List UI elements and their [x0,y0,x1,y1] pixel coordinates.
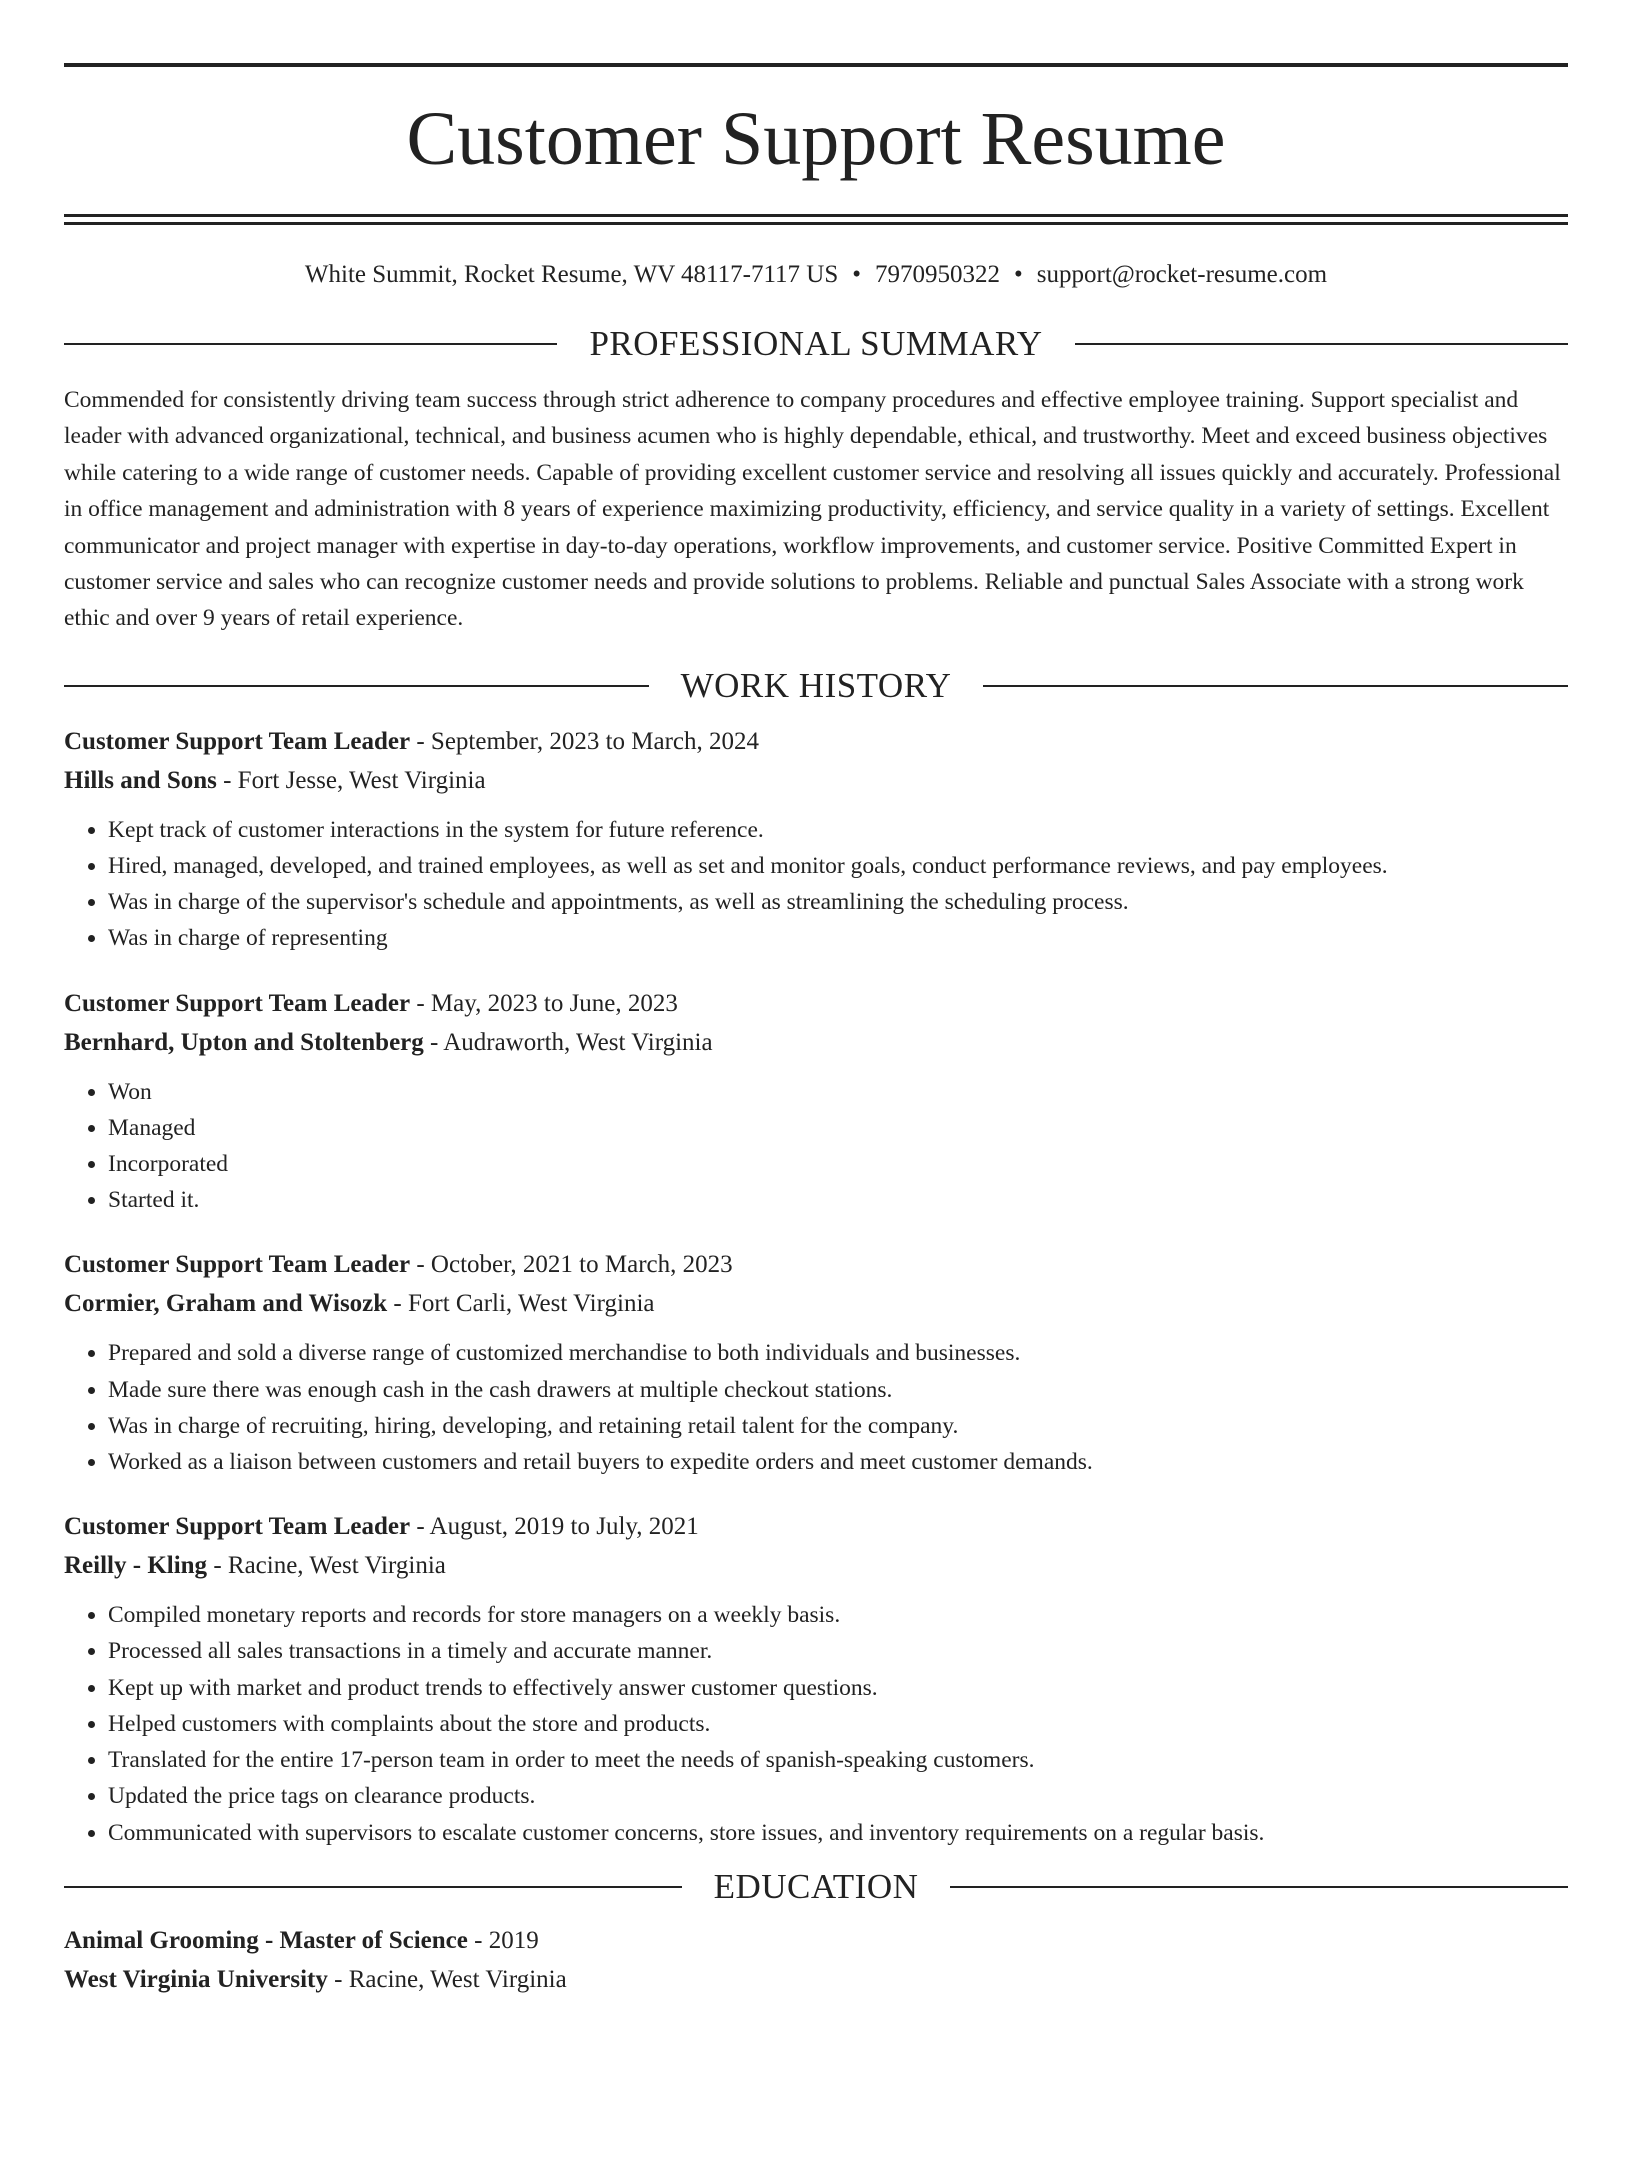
job-location: - Racine, West Virginia [207,1552,446,1580]
list-item: • Worked as a liaison between customers and retail buyers to expedite orders and meet customer demands. [108,1444,1568,1480]
job-title-line [64,1245,1568,1284]
job-location: - Audraworth, West Virginia [423,1028,713,1056]
job-title-line [64,1507,1568,1546]
list-item: • Communicated with supervisors to escalate customer concerns, store issues, and inventory requirements on a regular basis. [108,1815,1568,1851]
job-entry [64,1507,1568,1850]
job-dates: - September, 2023 to March, 2024 [410,727,760,755]
title-double-rule [64,214,1568,225]
heading-rule-right [950,1886,1568,1888]
list-item: • Translated for the entire 17-person team in order to meet the needs of spanish-speaking customers. [108,1742,1568,1778]
education-entry [64,1921,1568,1999]
resume-page [0,63,1632,2175]
list-item: • Was in charge of representing [108,920,1568,956]
section-title: WORK HISTORY [680,665,952,705]
heading-rule-right [983,685,1568,687]
list-item: • Kept up with market and product trends to effectively answer customer questions. [108,1670,1568,1706]
contact-address: White Summit, Rocket Resume, WV 48117-7117 US [304,261,839,288]
heading-rule-right [1075,343,1568,345]
job-title: Customer Support Team Leader [64,1513,411,1541]
section-heading-work-history [64,664,1568,708]
job-bullets [64,812,1568,957]
section-title: PROFESSIONAL SUMMARY [589,324,1043,363]
job-company-line [64,1284,1568,1323]
resume-title: Customer Support Resume [406,97,1226,181]
list-item: • Updated the price tags on clearance products. [108,1778,1568,1814]
contact-separator: • [852,261,861,288]
education-location: - Racine, West Virginia [327,1965,567,1993]
job-company-line [64,1546,1568,1585]
job-dates: - May, 2023 to June, 2023 [410,989,678,1017]
section-heading-education [64,1865,1568,1909]
job-title-line [64,984,1568,1023]
list-item: • Incorporated [108,1146,1568,1182]
job-location: - Fort Jesse, West Virginia [216,766,486,794]
list-item: • Made sure there was enough cash in the cash drawers at multiple checkout stations. [108,1372,1568,1408]
heading-rule-left [64,343,557,345]
job-location: - Fort Carli, West Virginia [387,1290,655,1318]
list-item: • Processed all sales transactions in a timely and accurate manner. [108,1633,1568,1669]
job-title: Customer Support Team Leader [64,727,411,755]
contact-separator: • [1014,261,1023,288]
list-item: • Kept track of customer interactions in the system for future reference. [108,812,1568,848]
job-bullets [64,1074,1568,1219]
job-title: Customer Support Team Leader [64,989,411,1017]
job-title-line [64,722,1568,761]
work-history-list [64,722,1568,1851]
list-item: • Helped customers with complaints about the store and products. [108,1706,1568,1742]
job-bullets [64,1597,1568,1850]
education-degree-line [64,1921,1568,1960]
job-dates: - August, 2019 to July, 2021 [410,1513,699,1541]
job-entry [64,722,1568,957]
section-heading-summary [64,322,1568,366]
job-company: Reilly - Kling [64,1552,208,1580]
contact-phone: 7970950322 [875,261,1000,288]
job-company: Hills and Sons [64,766,217,794]
list-item: • Hired, managed, developed, and trained employees, as well as set and monitor goals, conduct performance reviews, and pay employees. [108,848,1568,884]
list-item: • Compiled monetary reports and records for store managers on a weekly basis. [108,1597,1568,1633]
education-year: - 2019 [467,1926,539,1954]
contact-email: support@rocket-resume.com [1036,261,1328,288]
list-item: • Was in charge of the supervisor's schedule and appointments, as well as streamlining the scheduling process. [108,884,1568,920]
heading-rule-left [64,685,649,687]
job-entry [64,1245,1568,1480]
job-company: Bernhard, Upton and Stoltenberg [64,1028,424,1056]
job-title: Customer Support Team Leader [64,1251,411,1279]
list-item: • Prepared and sold a diverse range of customized merchandise to both individuals and businesses. [108,1335,1568,1371]
list-item: • Started it. [108,1182,1568,1218]
heading-rule-left [64,1886,682,1888]
job-bullets [64,1335,1568,1480]
list-item: • Was in charge of recruiting, hiring, developing, and retaining retail talent for the company. [108,1408,1568,1444]
section-title: EDUCATION [713,1866,919,1906]
education-school-line [64,1960,1568,1999]
job-company: Cormier, Graham and Wisozk [64,1290,388,1318]
job-entry [64,984,1568,1219]
job-company-line [64,1023,1568,1062]
contact-line [64,259,1568,291]
education-school: West Virginia University [64,1965,328,1993]
education-degree: Animal Grooming - Master of Science [64,1926,468,1954]
job-dates: - October, 2021 to March, 2023 [410,1251,733,1279]
summary-text: Commended for consistently driving team success through strict adherence to company procedures and effective employee training. Support specialist and leader with advanced organizational, technical, and business acumen who is highly dependable, ethical, and trustworthy. Meet and exceed business objectives while catering to a wide range of customer needs. Capable of providing excellent customer service and resolving all issues quickly and accurately. Professional in office management and administration with 8 years of experience maximizing productivity, efficiency, and service quality in a variety of settings. Excellent communicator and project manager with expertise in day-to-day operations, workflow improvements, and customer service. Positive Committed Expert in customer service and sales who can recognize customer needs and provide solutions to problems. Reliable and punctual Sales Associate with a strong work ethic and over 9 years of retail experience. [64,387,1561,632]
list-item: • Managed [108,1110,1568,1146]
job-company-line [64,761,1568,800]
list-item: • Won [108,1074,1568,1110]
